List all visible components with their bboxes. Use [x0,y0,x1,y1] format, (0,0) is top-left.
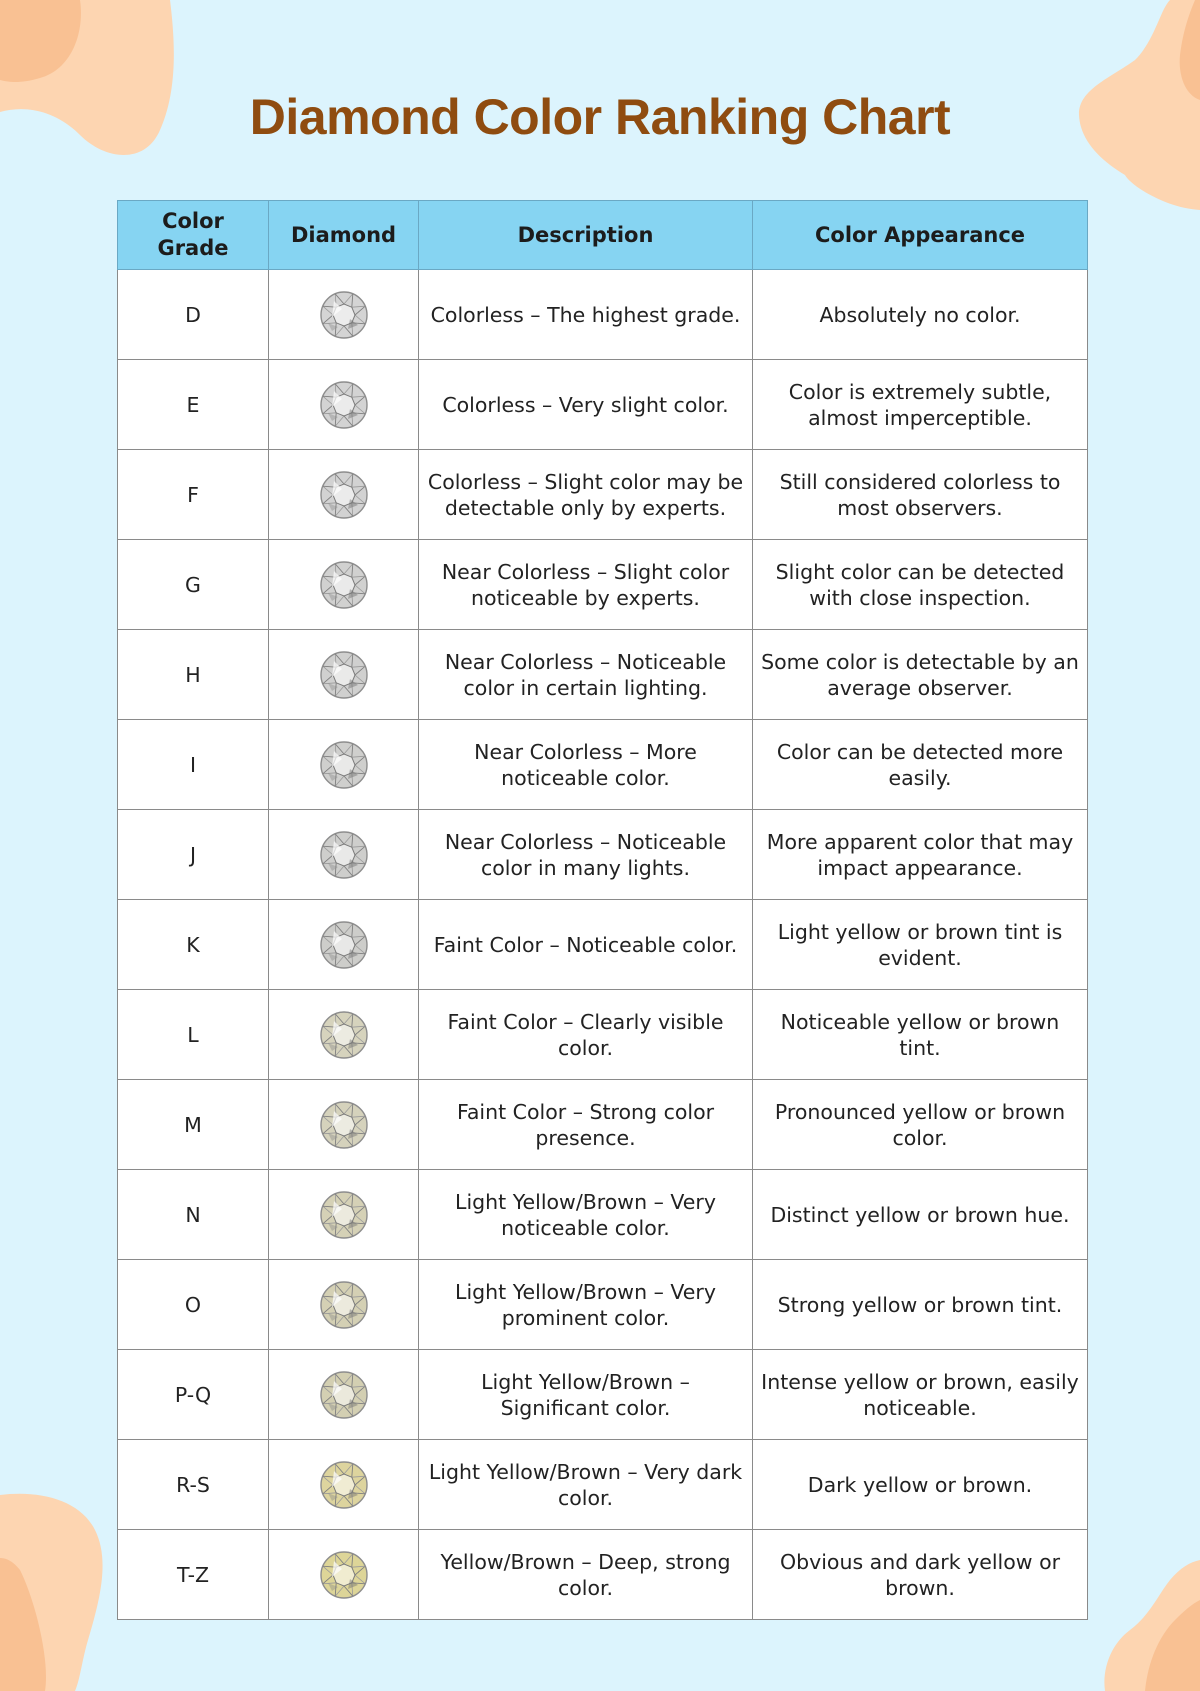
diamond-icon [318,919,370,971]
description: Light Yellow/Brown – Very dark color. [419,1440,753,1530]
table-row [118,720,1088,810]
header-color-grade [118,201,269,270]
diamond-image [269,1440,419,1530]
table-row [118,1170,1088,1260]
header-diamond: Diamond [269,201,419,270]
color-grade: R-S [118,1440,269,1530]
description: Colorless – Slight color may be detectable only by experts. [419,450,753,540]
diamond-icon [318,1459,370,1511]
table-row [118,1530,1088,1620]
diamond-icon [318,1099,370,1151]
description: Colorless – The highest grade. [419,270,753,360]
color-grade: L [118,990,269,1080]
color-appearance: More apparent color that may impact appearance. [753,810,1088,900]
color-grade: T-Z [118,1530,269,1620]
diamond-icon [318,1189,370,1241]
diamond-image [269,900,419,990]
diamond-image [269,540,419,630]
color-grade: K [118,900,269,990]
color-appearance: Color can be detected more easily. [753,720,1088,810]
color-appearance: Noticeable yellow or brown tint. [753,990,1088,1080]
description: Faint Color – Noticeable color. [419,900,753,990]
color-grade: J [118,810,269,900]
description: Near Colorless – Noticeable color in many lights. [419,810,753,900]
diamond-icon [318,289,370,341]
table-row [118,990,1088,1080]
table-row [118,810,1088,900]
diamond-image [269,810,419,900]
description: Near Colorless – More noticeable color. [419,720,753,810]
diamond-image [269,1080,419,1170]
corner-blob-bottom-left [0,1490,110,1691]
color-appearance: Strong yellow or brown tint. [753,1260,1088,1350]
description: Near Colorless – Slight color noticeable by experts. [419,540,753,630]
description: Faint Color – Clearly visible color. [419,990,753,1080]
diamond-image [269,1350,419,1440]
diamond-color-table [117,200,1088,1620]
color-appearance: Obvious and dark yellow or brown. [753,1530,1088,1620]
table-row [118,1080,1088,1170]
color-appearance: Dark yellow or brown. [753,1440,1088,1530]
diamond-icon [318,649,370,701]
color-grade: I [118,720,269,810]
diamond-icon [318,1009,370,1061]
description: Yellow/Brown – Deep, strong color. [419,1530,753,1620]
color-grade: E [118,360,269,450]
description: Light Yellow/Brown – Very prominent color. [419,1260,753,1350]
color-appearance: Light yellow or brown tint is evident. [753,900,1088,990]
table-row [118,270,1088,360]
diamond-image [269,990,419,1080]
color-appearance: Slight color can be detected with close inspection. [753,540,1088,630]
diamond-image [269,450,419,540]
page-title: Diamond Color Ranking Chart [249,89,951,145]
table-row [118,630,1088,720]
diamond-image [269,1530,419,1620]
description: Light Yellow/Brown – Very noticeable color. [419,1170,753,1260]
diamond-image [269,630,419,720]
diamond-icon [318,1369,370,1421]
diamond-icon [318,1279,370,1331]
table-row [118,360,1088,450]
header-color-grade-line2: Grade [157,236,229,260]
color-grade: F [118,450,269,540]
header-color-appearance: Color Appearance [753,201,1088,270]
color-appearance: Intense yellow or brown, easily noticeable. [753,1350,1088,1440]
diamond-icon [318,379,370,431]
color-appearance: Distinct yellow or brown hue. [753,1170,1088,1260]
table-row [118,540,1088,630]
diamond-image [269,720,419,810]
description: Light Yellow/Brown – Significant color. [419,1350,753,1440]
color-appearance: Absolutely no color. [753,270,1088,360]
header-description: Description [419,201,753,270]
color-appearance: Color is extremely subtle, almost imperceptible. [753,360,1088,450]
description: Faint Color – Strong color presence. [419,1080,753,1170]
color-appearance: Still considered colorless to most observers. [753,450,1088,540]
diamond-icon [318,1549,370,1601]
diamond-icon [318,739,370,791]
diamond-icon [318,469,370,521]
color-grade: G [118,540,269,630]
color-appearance: Pronounced yellow or brown color. [753,1080,1088,1170]
table-row [118,1260,1088,1350]
diamond-icon [318,559,370,611]
table-row [118,1440,1088,1530]
color-grade: P-Q [118,1350,269,1440]
table-row [118,1350,1088,1440]
corner-blob-bottom-right [1100,1560,1200,1691]
color-grade: D [118,270,269,360]
table-row [118,450,1088,540]
diamond-image [269,1260,419,1350]
color-grade: O [118,1260,269,1350]
color-grade: M [118,1080,269,1170]
description: Near Colorless – Noticeable color in certain lighting. [419,630,753,720]
diamond-icon [318,829,370,881]
table-header-row [118,201,1088,270]
diamond-image [269,1170,419,1260]
color-grade: N [118,1170,269,1260]
diamond-image [269,360,419,450]
color-appearance: Some color is detectable by an average observer. [753,630,1088,720]
diamond-image [269,270,419,360]
color-grade: H [118,630,269,720]
description: Colorless – Very slight color. [419,360,753,450]
table-row [118,900,1088,990]
header-color-grade-line1: Color [162,209,224,233]
